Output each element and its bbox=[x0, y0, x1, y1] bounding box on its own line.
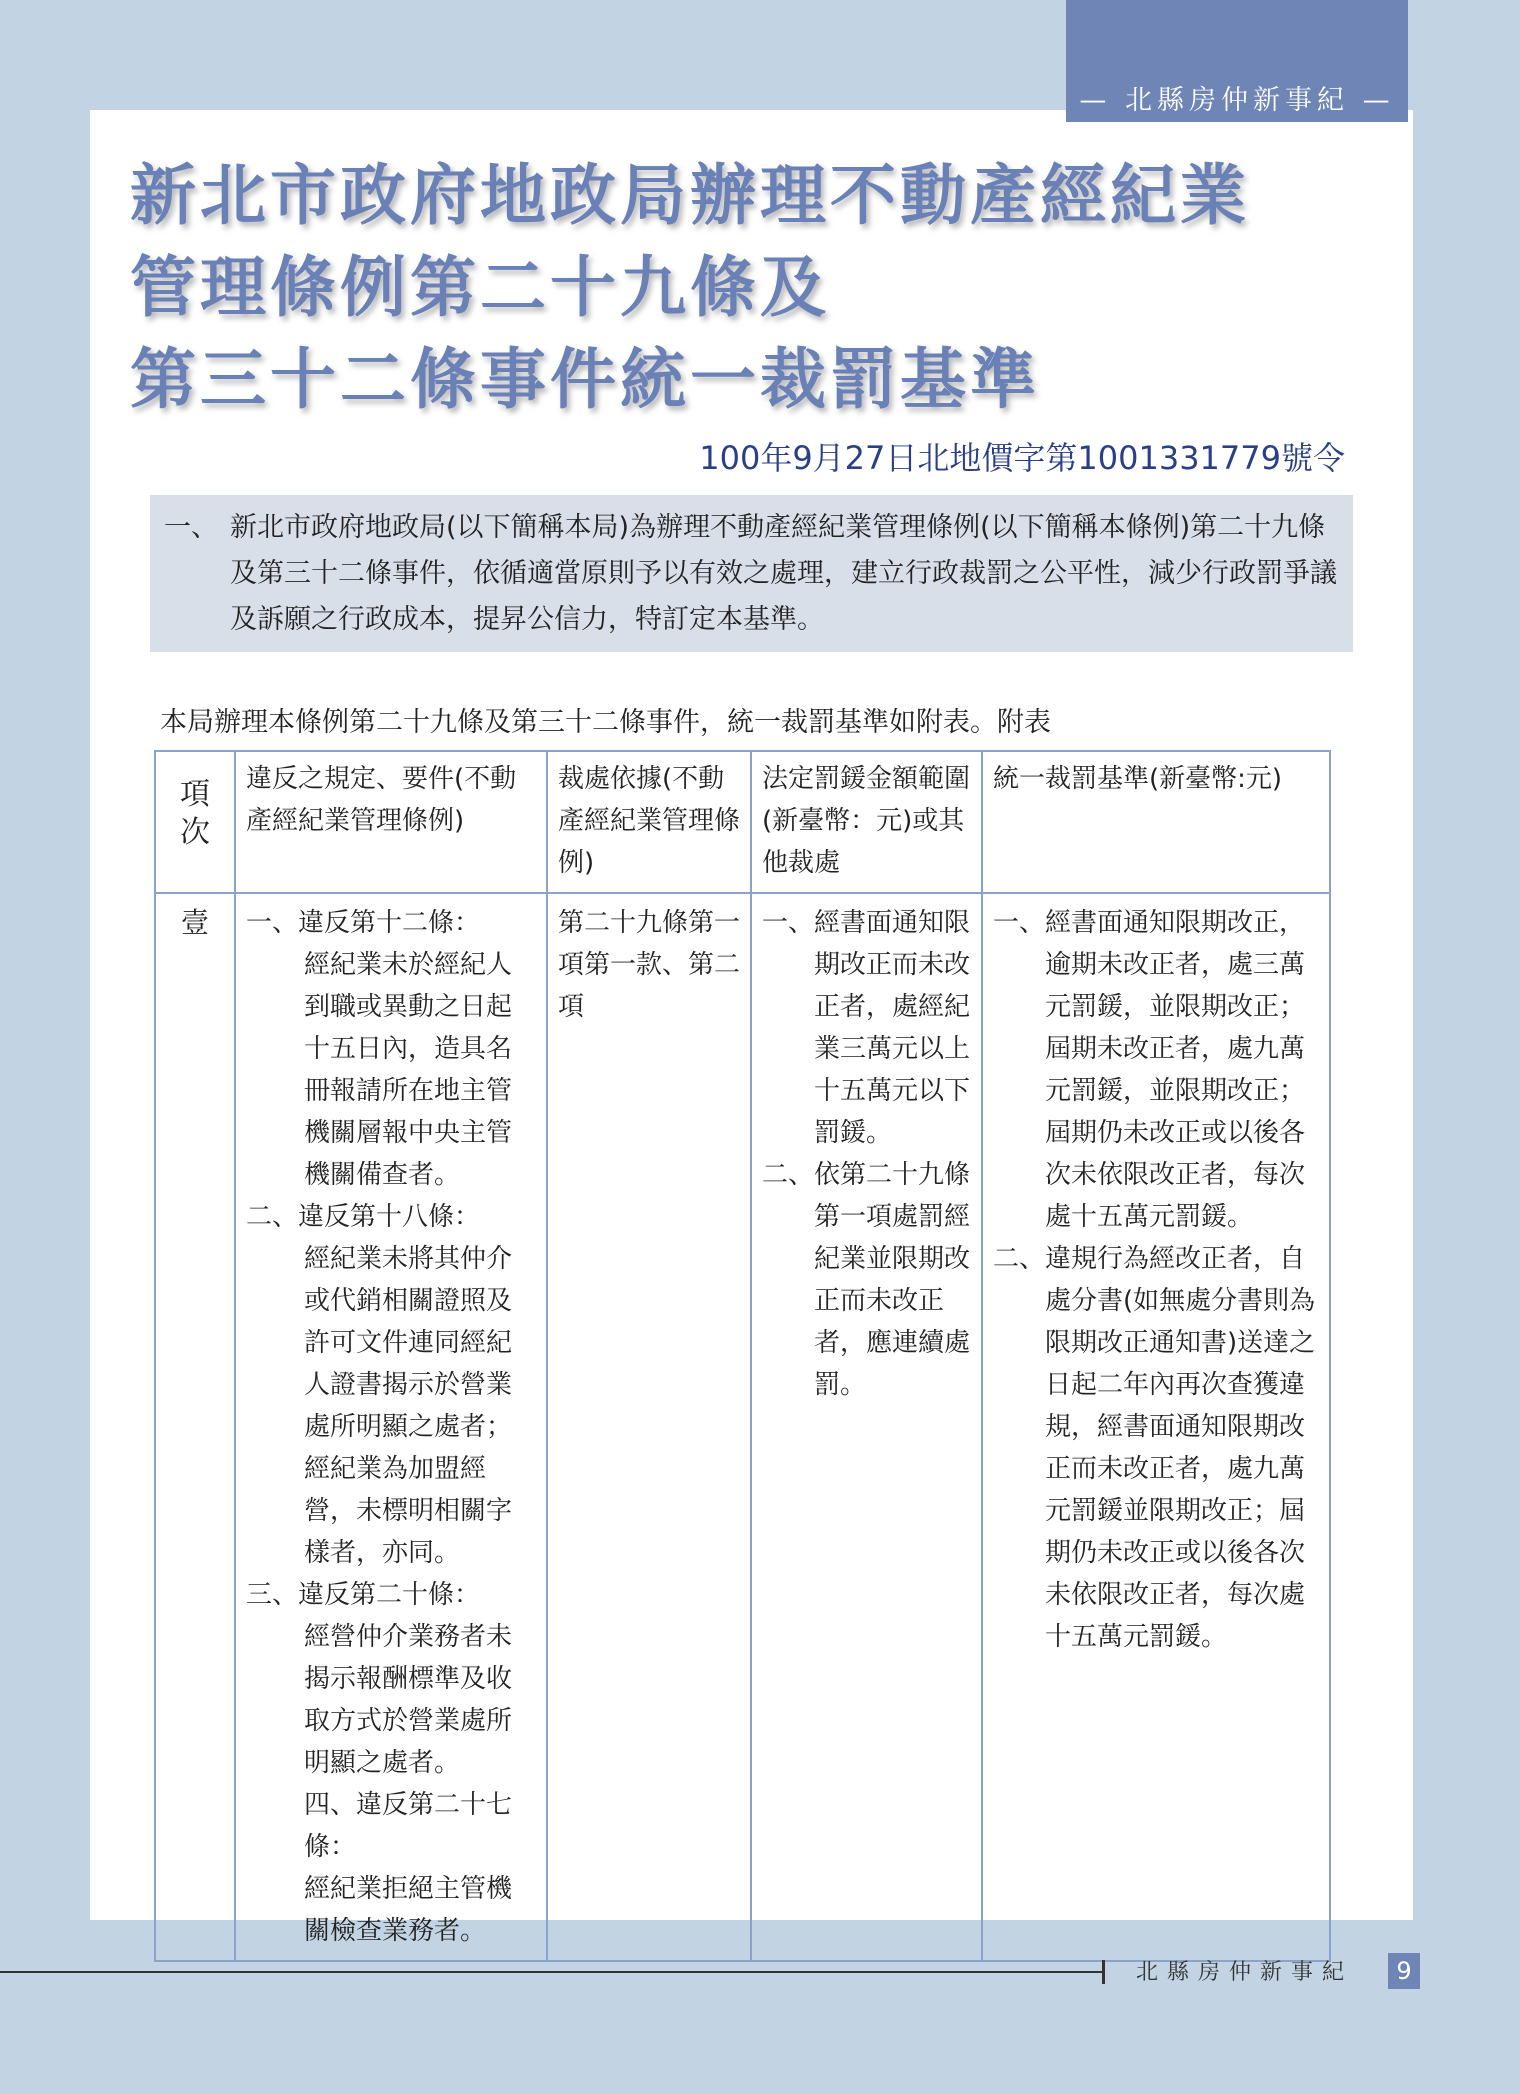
statutory-1-text: 經書面通知限期改正而未改正者，處經紀業三萬元以上十五萬元以下罰鍰。 bbox=[814, 908, 971, 1148]
regulation-2-title: 違反第十八條： bbox=[298, 1202, 481, 1232]
header-item-label: 項次 bbox=[180, 777, 210, 850]
regulation-1-title: 違反第十二條： bbox=[298, 908, 481, 938]
row-regulation bbox=[235, 893, 547, 1961]
standard-2-text: 違規行為經改正者，自處分書(如無處分書則為限期改正通知書)送達之日起二年內再次查獲違規，經書面通知限期改正而未改正者，處九萬元罰鍰並限期改正；屆期仍未改正或以後各次未依限改正者，每次處十五萬元罰鍰。 bbox=[1045, 1244, 1316, 1652]
footer-tick bbox=[1102, 1960, 1105, 1984]
decree-number: 100年9月27日北地價字第1001331779號令 bbox=[699, 439, 1345, 477]
regulation-entry-1 bbox=[246, 902, 536, 1196]
statutory-2-num: 二、 bbox=[762, 1160, 815, 1190]
row-statutory bbox=[751, 893, 982, 1961]
regulation-3-body: 經營仲介業務者未揭示報酬標準及收取方式於營業處所明顯之處者。 bbox=[304, 1622, 513, 1778]
header-statutory: 法定罰鍰金額範圍(新臺幣：元)或其他裁處 bbox=[751, 751, 982, 893]
footer-rule bbox=[0, 1971, 1104, 1973]
title-line-3: 第三十二條事件統一裁罰基準 bbox=[130, 341, 1040, 418]
page-title bbox=[130, 150, 1380, 426]
table-header-row bbox=[155, 751, 1330, 893]
statutory-entry-1 bbox=[762, 902, 971, 1154]
regulation-list bbox=[246, 902, 536, 1952]
regulation-2-num: 二、 bbox=[246, 1202, 299, 1232]
lead-text: 本局辦理本條例第二十九條及第三十二條事件，統一裁罰基準如附表。附表 bbox=[160, 707, 1051, 738]
regulation-1-num: 一、 bbox=[246, 908, 299, 938]
regulation-entry-4 bbox=[246, 1784, 536, 1952]
page-number: 9 bbox=[1388, 1953, 1420, 1989]
regulation-1-body: 經紀業未於經紀人到職或異動之日起十五日內，造具名冊報請所在地主管機關層報中央主管機關備查者。 bbox=[304, 950, 513, 1190]
statutory-entry-2 bbox=[762, 1154, 971, 1406]
title-line-1: 新北市政府地政局辦理不動產經紀業 bbox=[130, 157, 1250, 234]
standard-2-num: 二、 bbox=[993, 1244, 1046, 1274]
regulation-2-body: 經紀業未將其仲介或代銷相關證照及許可文件連同經紀人證書揭示於營業處所明顯之處者；經紀業為加盟經營，未標明相關字樣者，亦同。 bbox=[304, 1244, 513, 1568]
row-item bbox=[155, 893, 235, 1961]
intro-text: 新北市政府地政局(以下簡稱本局)為辦理不動產經紀業管理條例(以下簡稱本條例)第二十九條及第三十二條事件，依循適當原則予以有效之處理，建立行政裁罰之公平性，減少行政罰爭議及訴願之行政成本，提昇公信力，特訂定本基準。 bbox=[230, 512, 1337, 635]
header-item bbox=[155, 751, 235, 893]
intro-number: 一、 bbox=[164, 512, 218, 543]
standard-1-num: 一、 bbox=[993, 908, 1046, 938]
header-label: — 北縣房仲新事紀 — bbox=[1079, 85, 1395, 116]
header-standard: 統一裁罰基準(新臺幣:元) bbox=[982, 751, 1330, 893]
table-row bbox=[155, 893, 1330, 1961]
standard-1-text: 經書面通知限期改正，逾期未改正者，處三萬元罰鍰，並限期改正；屆期未改正者，處九萬元罰鍰，並限期改正；屆期仍未改正或以後各次未依限改正者，每次處十五萬元罰鍰。 bbox=[1045, 908, 1306, 1232]
title-line-2: 管理條例第二十九條及 bbox=[130, 249, 830, 326]
header-tab bbox=[1066, 0, 1408, 122]
statutory-1-num: 一、 bbox=[762, 908, 815, 938]
statutory-2-text: 依第二十九條第一項處罰經紀業並限期改正而未改正者，應連續處罰。 bbox=[814, 1160, 971, 1400]
standard-entry-2 bbox=[993, 1238, 1319, 1658]
row-standard bbox=[982, 893, 1330, 1961]
standard-entry-1 bbox=[993, 902, 1319, 1238]
regulation-3-title: 違反第二十條： bbox=[298, 1580, 481, 1610]
regulation-4-title: 四、違反第二十七條： bbox=[304, 1790, 513, 1862]
penalty-table bbox=[154, 750, 1331, 1962]
row-item-label: 壹 bbox=[180, 906, 209, 939]
header-basis: 裁處依據(不動產經紀業管理條例) bbox=[547, 751, 751, 893]
regulation-3-num: 三、 bbox=[246, 1580, 299, 1610]
regulation-entry-3 bbox=[246, 1574, 536, 1784]
row-basis: 第二十九條第一項第一款、第二項 bbox=[547, 893, 751, 1961]
header-regulation: 違反之規定、要件(不動產經紀業管理條例) bbox=[235, 751, 547, 893]
intro-box bbox=[150, 495, 1353, 652]
regulation-entry-2 bbox=[246, 1196, 536, 1574]
footer-label: 北縣房仲新事紀 bbox=[1136, 1960, 1354, 1985]
regulation-4-body: 經紀業拒絕主管機關檢查業務者。 bbox=[304, 1874, 513, 1946]
